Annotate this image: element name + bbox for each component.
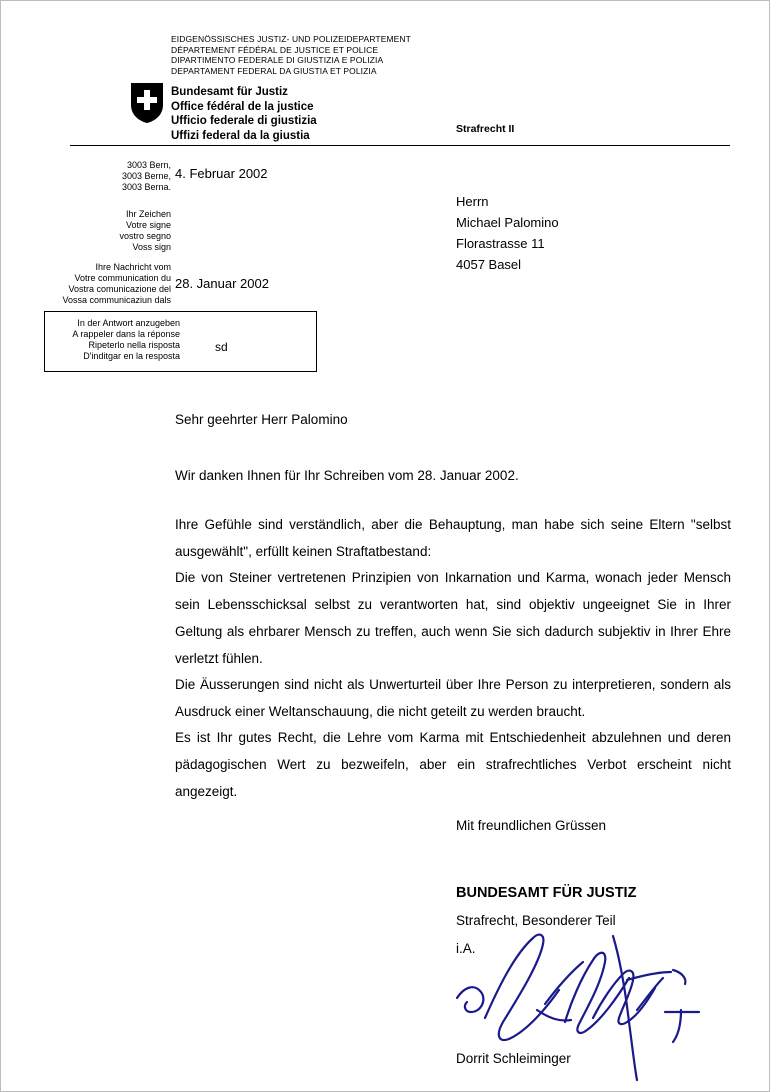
your-reference-label-de: Ihr Zeichen xyxy=(125,209,171,219)
reference-label-rm: D'inditgar en la resposta xyxy=(83,351,180,361)
signature-unit: Strafrecht, Besonderer Teil xyxy=(456,913,616,928)
paragraph-3: Die Äusserungen sind nicht als Unwerturteil über Ihre Person zu interpretieren, sondern als Ausdruck einer Weltanschauung, die nicht geteilt zu werden braucht. xyxy=(175,677,731,719)
office-header xyxy=(171,85,317,143)
return-address xyxy=(61,160,171,193)
reference-label-it: Ripeterlo nella risposta xyxy=(88,340,180,350)
office-line-fr: Office fédéral de la justice xyxy=(171,100,314,113)
swiss-coat-of-arms-icon xyxy=(129,81,165,125)
recipient-line-4: 4057 Basel xyxy=(456,257,522,272)
signature-name: Dorrit Schleiminger xyxy=(456,1051,571,1066)
your-message-label-de: Ihre Nachricht vom xyxy=(95,262,171,272)
salutation: Sehr geehrter Herr Palomino xyxy=(175,412,348,427)
reference-label-de: In der Antwort anzugeben xyxy=(77,318,180,328)
recipient-address xyxy=(456,191,559,275)
your-reference-label-it: vostro segno xyxy=(119,231,171,241)
recipient-line-1: Herrn xyxy=(456,194,489,209)
office-line-it: Ufficio federale di giustizia xyxy=(171,115,317,127)
department-line-it: DIPARTIMENTO FEDERALE DI GIUSTIZIA E POLIZIA xyxy=(171,55,384,65)
paragraph-1: Ihre Gefühle sind verständlich, aber die Behauptung, man habe sich seine Eltern "selbst ausgewählt", erfüllt keinen Straftatbestand: xyxy=(175,517,731,559)
your-reference-label-rm: Voss sign xyxy=(132,242,171,252)
your-message-labels xyxy=(26,262,171,306)
return-address-line-3: 3003 Berna. xyxy=(121,182,171,192)
your-message-label-rm: Vossa communicaziun dals xyxy=(62,295,171,305)
recipient-line-2: Michael Palomino xyxy=(456,215,559,230)
return-address-line-2: 3003 Berne, xyxy=(121,171,171,181)
office-line-de: Bundesamt für Justiz xyxy=(171,86,288,98)
your-message-label-it: Vostra comunicazione del xyxy=(68,284,171,294)
department-header xyxy=(171,34,411,76)
department-line-fr: DÉPARTEMENT FÉDÉRAL DE JUSTICE ET POLICE xyxy=(171,44,379,55)
incoming-message-date: 28. Januar 2002 xyxy=(175,276,269,291)
recipient-line-3: Florastrasse 11 xyxy=(456,236,545,251)
signature-organisation: BUNDESAMT FÜR JUSTIZ xyxy=(456,885,637,901)
your-reference-label-fr: Votre signe xyxy=(125,220,171,230)
header-divider xyxy=(70,145,730,146)
office-line-rm: Uffizi federal da la giustia xyxy=(171,129,310,142)
closing-greeting: Mit freundlichen Grüssen xyxy=(456,818,607,833)
reference-label-fr: A rappeler dans la réponse xyxy=(72,329,180,339)
your-reference-labels xyxy=(61,209,171,253)
reference-box xyxy=(44,311,317,372)
reference-value: sd xyxy=(215,340,228,354)
department-line-rm: DEPARTAMENT FEDERAL DA GIUSTIA ET POLIZIA xyxy=(171,65,377,76)
letter-date: 4. Februar 2002 xyxy=(175,166,268,181)
reference-box-labels xyxy=(55,318,180,362)
return-address-line-1: 3003 Bern, xyxy=(126,160,171,170)
paragraph-thanks: Wir danken Ihnen für Ihr Schreiben vom 28. Januar 2002. xyxy=(175,468,519,483)
signature-by-order: i.A. xyxy=(456,941,476,956)
your-message-label-fr: Votre communication du xyxy=(74,273,171,283)
paragraph-2: Die von Steiner vertretenen Prinzipien von Inkarnation und Karma, wonach jeder Mensch sein Lebensschicksal selbst zu verantworten hat, sind objektiv ungeeignet Sie in Ihrer Geltung als ehrbarer Mensch zu treffen, auch wenn Sie sich dadurch subjektiv in Ihrer Ehre verletzt fühlen. xyxy=(175,570,731,666)
header-unit-label: Strafrecht II xyxy=(456,123,515,135)
paragraph-4: Es ist Ihr gutes Recht, die Lehre vom Karma mit Entschiedenheit abzulehnen und deren pädagogischen Wert zu bezweifeln, aber ein strafrechtliches Verbot erscheint nicht angezeigt. xyxy=(175,730,731,799)
department-line-de: EIDGENÖSSISCHES JUSTIZ- UND POLIZEIDEPARTEMENT xyxy=(171,34,411,44)
